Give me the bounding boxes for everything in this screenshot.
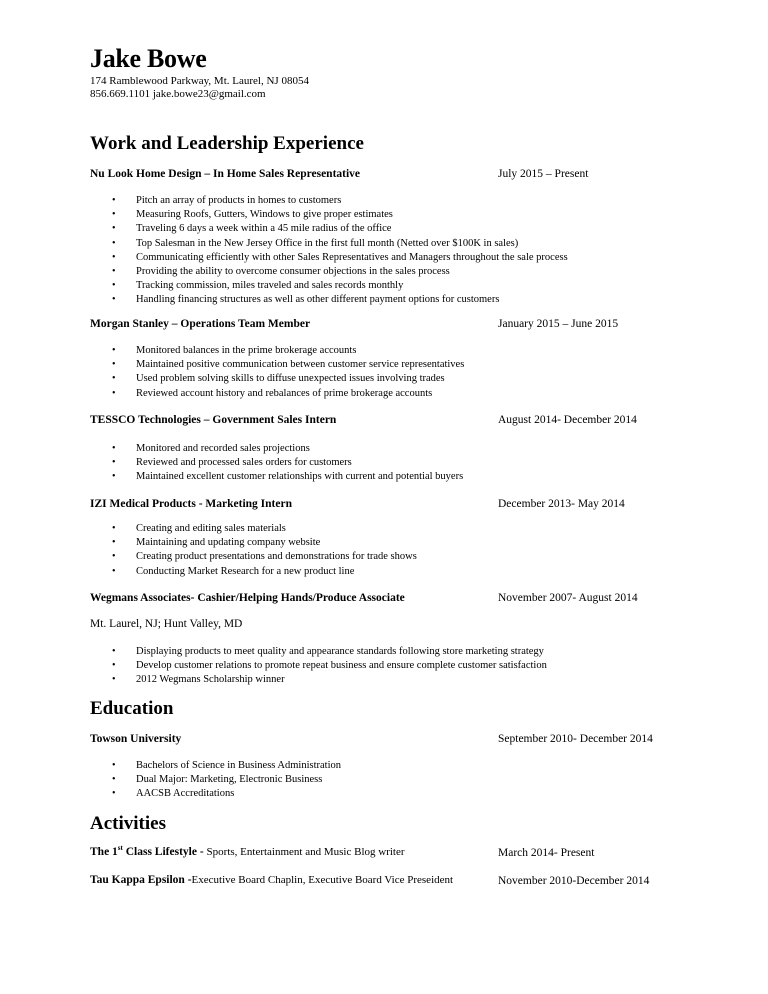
phone-email-line: 856.669.1101 jake.bowe23@gmail.com xyxy=(90,88,266,100)
list-item: • Providing the ability to overcome consumer objections in the sales process xyxy=(112,265,568,279)
job-dates: November 2007- August 2014 xyxy=(498,592,638,604)
activity-title-superscript: st xyxy=(117,844,123,853)
list-item: • Top Salesman in the New Jersey Office in the first full month (Netted over $100K in sales) xyxy=(112,237,568,251)
list-item: • Bachelors of Science in Business Administration xyxy=(112,759,341,773)
list-item: • Conducting Market Research for a new product line xyxy=(112,565,417,579)
list-item: • Used problem solving skills to diffuse unexpected issues involving trades xyxy=(112,372,464,386)
list-item: • Dual Major: Marketing, Electronic Business xyxy=(112,773,341,787)
activity-title xyxy=(90,874,453,886)
job-dates: August 2014- December 2014 xyxy=(498,414,637,426)
job-location: Mt. Laurel, NJ; Hunt Valley, MD xyxy=(90,618,243,630)
list-item: • Maintained excellent customer relationships with current and potential buyers xyxy=(112,470,463,484)
activity-dates: March 2014- Present xyxy=(498,847,595,859)
list-item: • 2012 Wegmans Scholarship winner xyxy=(112,673,547,687)
list-item: • Reviewed account history and rebalances of prime brokerage accounts xyxy=(112,387,464,401)
activity-description: Sports, Entertainment and Music Blog writer xyxy=(206,846,405,858)
job-title: IZI Medical Products - Marketing Intern xyxy=(90,498,292,510)
list-item: • Handling financing structures as well as other different payment options for customers xyxy=(112,293,568,307)
list-item: • Traveling 6 days a week within a 45 mile radius of the office xyxy=(112,222,568,236)
list-item: • Reviewed and processed sales orders for customers xyxy=(112,456,463,470)
activity-title-text: The 1 xyxy=(90,846,118,858)
job-title: Nu Look Home Design – In Home Sales Representative xyxy=(90,168,361,180)
education-bullet-list xyxy=(112,759,341,802)
list-item: • Creating and editing sales materials xyxy=(112,522,417,536)
list-item: • Maintaining and updating company website xyxy=(112,536,417,550)
activity-title-text: Tau Kappa Epsilon - xyxy=(90,874,192,886)
job-bullet-list xyxy=(112,522,417,579)
job-bullet-list xyxy=(112,344,464,401)
list-item: • Displaying products to meet quality and appearance standards following store marketing strategy xyxy=(112,645,547,659)
list-item: • Tracking commission, miles traveled and sales records monthly xyxy=(112,279,568,293)
list-item: • Creating product presentations and demonstrations for trade shows xyxy=(112,550,417,564)
job-bullet-list xyxy=(112,194,568,308)
activity-title xyxy=(90,846,405,858)
activity-description: Executive Board Chaplin, Executive Board Vice Preseident xyxy=(191,874,454,886)
list-item: • Pitch an array of products in homes to customers xyxy=(112,194,568,208)
school-name: Towson University xyxy=(90,733,182,745)
activities-heading: Activities xyxy=(90,813,166,834)
list-item: • Develop customer relations to promote repeat business and ensure complete customer satisfaction xyxy=(112,659,547,673)
job-dates: July 2015 – Present xyxy=(498,168,589,180)
job-bullet-list xyxy=(112,442,463,485)
activity-title-text: Class Lifestyle - xyxy=(122,846,207,858)
experience-heading: Work and Leadership Experience xyxy=(90,133,364,154)
job-title: Wegmans Associates- Cashier/Helping Hands/Produce Associate xyxy=(90,592,405,604)
job-title: Morgan Stanley – Operations Team Member xyxy=(90,318,311,330)
list-item: • Measuring Roofs, Gutters, Windows to give proper estimates xyxy=(112,208,568,222)
activity-dates: November 2010-December 2014 xyxy=(498,875,650,887)
job-dates: December 2013- May 2014 xyxy=(498,498,625,510)
job-bullet-list xyxy=(112,645,547,688)
list-item: • Communicating efficiently with other Sales Representatives and Managers throughout the sale process xyxy=(112,251,568,265)
education-dates: September 2010- December 2014 xyxy=(498,733,653,745)
list-item: • AACSB Accreditations xyxy=(112,787,341,801)
job-dates: January 2015 – June 2015 xyxy=(498,318,619,330)
job-title: TESSCO Technologies – Government Sales Intern xyxy=(90,414,337,426)
list-item: • Maintained positive communication between customer service representatives xyxy=(112,358,464,372)
list-item: • Monitored and recorded sales projections xyxy=(112,442,463,456)
candidate-name: Jake Bowe xyxy=(90,44,207,73)
list-item: • Monitored balances in the prime brokerage accounts xyxy=(112,344,464,358)
education-heading: Education xyxy=(90,698,174,719)
address-line: 174 Ramblewood Parkway, Mt. Laurel, NJ 08054 xyxy=(90,75,309,87)
